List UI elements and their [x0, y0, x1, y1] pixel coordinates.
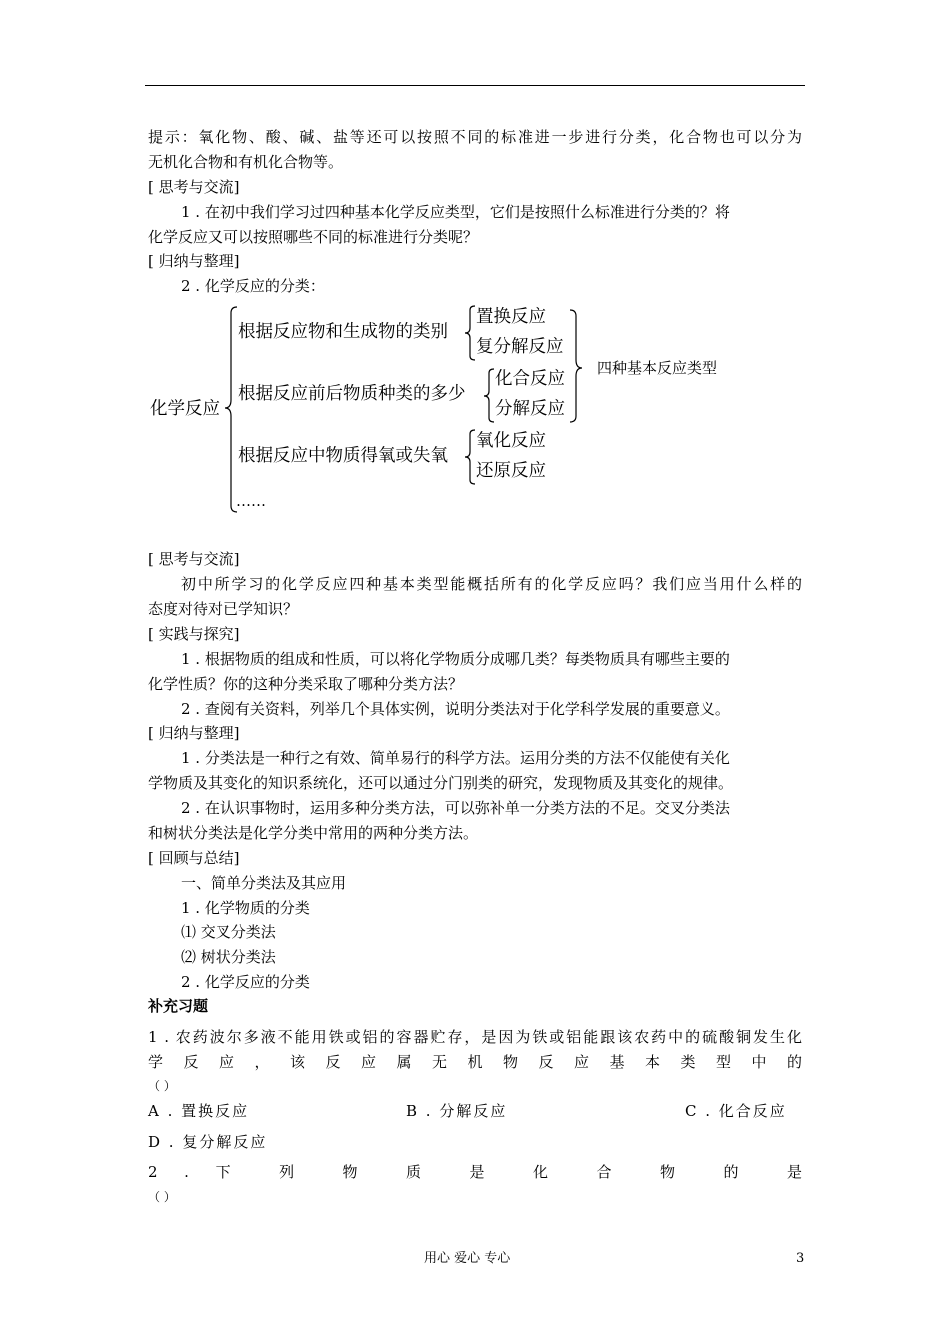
diagram-c3-reduction: 还原反应	[476, 461, 546, 481]
diagram-c1-double-decomposition: 复分解反应	[476, 337, 564, 357]
section-heading-practice-explore: [ 实践与探究]	[148, 625, 240, 643]
question-1-blank: （ ）	[148, 1079, 176, 1093]
diagram-criterion-3: 根据反应中物质得氧或失氧	[238, 446, 448, 466]
exercises-title: 补充习题	[148, 997, 209, 1015]
review-item-1: 一、简单分类法及其应用	[181, 874, 347, 892]
section5-line-1: 1 . 分类法是一种行之有效、简单易行的科学方法。运用分类的方法不仅能使有关化	[181, 749, 730, 767]
section3-line-1: 初中所学习的化学反应四种基本类型能概括所有的化学反应吗？我们应当用什么样的	[181, 575, 802, 593]
section1-line-2: 化学反应又可以按照哪些不同的标准进行分类呢？	[148, 228, 479, 246]
footer-motto: 用心 爱心 专心	[424, 1251, 511, 1266]
diagram-c2-decomposition: 分解反应	[495, 399, 565, 419]
question-2-line-1: 2 . 下 列 物 质 是 化 合 物 的 是	[148, 1163, 802, 1181]
section-heading-think-discuss-2: [ 思考与交流]	[148, 550, 240, 568]
review-item-4: ⑵ 树状分类法	[181, 948, 276, 966]
diagram-ellipsis: ……	[236, 492, 266, 510]
section5-line-4: 和树状分类法是化学分类中常用的两种分类方法。	[148, 824, 479, 842]
section2-line-1: 2 . 化学反应的分类：	[181, 277, 325, 295]
section1-line-1: 1 . 在初中我们学习过四种基本化学反应类型，它们是按照什么标准进行分类的？将	[181, 203, 730, 221]
question-1-option-c: C . 化合反应	[685, 1102, 787, 1120]
question-2-blank: （ ）	[148, 1190, 176, 1204]
section-heading-summarize-2: [ 归纳与整理]	[148, 724, 240, 742]
section4-line-1: 1 . 根据物质的组成和性质，可以将化学物质分成哪几类？每类物质具有哪些主要的	[181, 650, 730, 668]
question-1-option-a: A . 置换反应	[148, 1102, 250, 1120]
diagram-root: 化学反应	[150, 399, 220, 419]
section3-line-2: 态度对待对已学知识？	[148, 600, 299, 618]
question-1-option-d: D . 复分解反应	[148, 1133, 268, 1151]
section4-line-3: 2 . 查阅有关资料，列举几个具体实例，说明分类法对于化学科学发展的重要意义。	[181, 700, 730, 718]
page-number: 3	[796, 1251, 805, 1266]
section5-line-3: 2 . 在认识事物时，运用多种分类方法，可以弥补单一分类方法的不足。交叉分类法	[181, 799, 730, 817]
diagram-c3-oxidation: 氧化反应	[476, 431, 546, 451]
section4-line-2: 化学性质？你的这种分类采取了哪种分类方法？	[148, 675, 464, 693]
section-heading-summarize: [ 归纳与整理]	[148, 252, 240, 270]
diagram-criterion-2: 根据反应前后物质种类的多少	[238, 384, 466, 404]
question-1-option-b: B . 分解反应	[406, 1102, 508, 1120]
section5-line-2: 学物质及其变化的知识系统化，还可以通过分门别类的研究，发现物质及其变化的规律。	[148, 774, 734, 792]
review-item-5: 2 . 化学反应的分类	[181, 973, 310, 991]
question-1-line-2: 学 反 应 ， 该 反 应 属 无 机 物 反 应 基 本 类 型 中 的	[148, 1053, 802, 1071]
diagram-criterion-1: 根据反应物和生成物的类别	[238, 322, 448, 342]
diagram-c1-replacement: 置换反应	[476, 307, 546, 327]
diagram-c2-combination: 化合反应	[495, 369, 565, 389]
section-heading-review: [ 回顾与总结]	[148, 849, 240, 867]
section-heading-think-discuss: [ 思考与交流]	[148, 178, 240, 196]
question-1-line-1: 1 . 农药波尔多液不能用铁或铝的容器贮存，是因为铁或铝能跟该农药中的硫酸铜发生化	[148, 1028, 802, 1046]
review-item-3: ⑴ 交叉分类法	[181, 923, 276, 941]
review-item-2: 1 . 化学物质的分类	[181, 899, 310, 917]
diagram-group-label: 四种基本反应类型	[597, 359, 718, 377]
hint-line-1: 提示：氧化物、酸、碱、盐等还可以按照不同的标准进一步进行分类，化合物也可以分为	[148, 128, 802, 146]
hint-line-2: 无机化合物和有机化合物等。	[148, 153, 344, 171]
